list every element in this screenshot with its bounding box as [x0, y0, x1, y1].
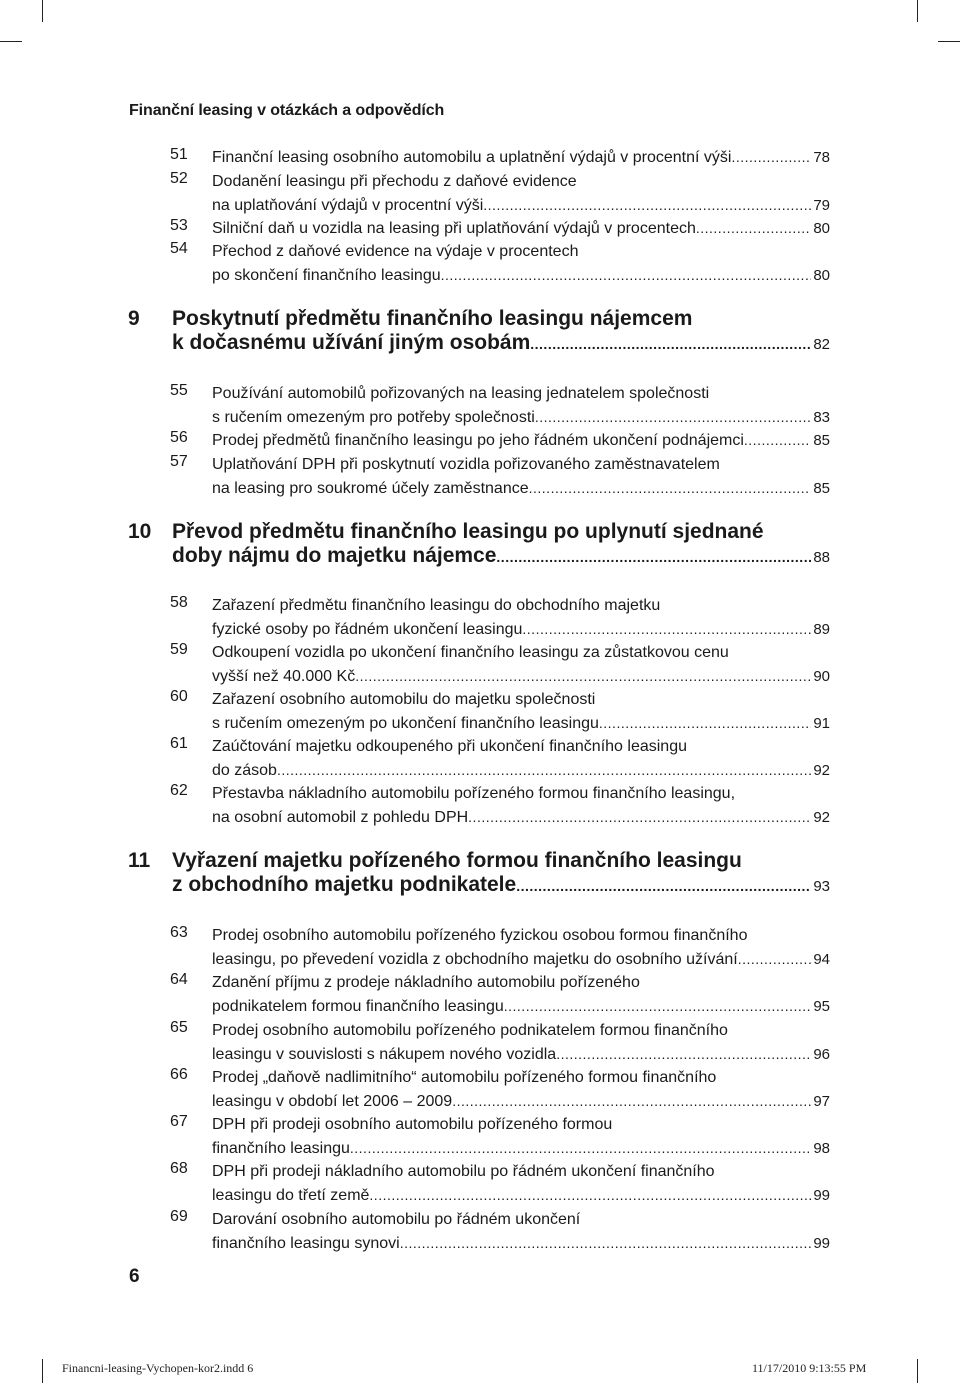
leader-dots	[529, 477, 812, 501]
entry-title: Prodej osobního automobilu pořízeného podnikatelem formou finančního	[212, 1022, 728, 1039]
leader-dots	[504, 995, 812, 1019]
entry-title: po skončení finančního leasingu	[212, 266, 441, 284]
entry-title: DPH při prodeji osobního automobilu pořízeného formou	[212, 1116, 613, 1133]
page-ref: 82	[813, 336, 830, 353]
footer-filename: Financni-leasing-Vychopen-kor2.indd 6	[62, 1361, 254, 1375]
entry-number: 54	[170, 240, 188, 257]
entry-title: Darování osobního automobilu po řádném ukončení	[212, 1211, 581, 1228]
page-ref: 94	[813, 950, 830, 968]
page-ref: 80	[813, 220, 830, 237]
entry-number: 51	[170, 146, 188, 163]
page-ref: 88	[813, 549, 830, 566]
entry-title: DPH při prodeji nákladního automobilu po řádném ukončení finančního	[212, 1163, 715, 1180]
entry-title: leasingu v souvislosti s nákupem nového vozidla	[212, 1045, 557, 1063]
leader-dots	[530, 332, 811, 356]
page-ref: 80	[813, 266, 830, 284]
entry-title: Používání automobilů pořizovaných na leasing jednatelem společnosti	[212, 385, 710, 402]
entry-title: Zařazení osobního automobilu do majetku společnosti	[212, 691, 596, 708]
entry-title: Odkoupení vozidla po ukončení finančního leasingu za zůstatkovou cenu	[212, 644, 729, 661]
entry-title: fyzické osoby po řádném ukončení leasingu	[212, 620, 523, 638]
entry-number: 59	[170, 641, 188, 658]
page-ref: 91	[813, 714, 830, 732]
entry-title: na osobní automobil z pohledu DPH	[212, 808, 469, 826]
chapter-title: k dočasnému užívání jiným osobám	[172, 331, 531, 354]
entry-title: Silniční daň u vozidla na leasing při uplatňování výdajů v procentech	[212, 220, 696, 237]
leader-dots	[535, 406, 812, 430]
page-ref: 98	[813, 1139, 830, 1157]
chapter-number: 9	[128, 307, 140, 330]
page-ref: 89	[813, 620, 830, 638]
page-ref: 90	[813, 667, 830, 685]
entry-number: 64	[170, 971, 188, 988]
entry-title: na leasing pro soukromé účely zaměstnance	[212, 479, 529, 497]
entry-number: 68	[170, 1160, 188, 1177]
leader-dots	[441, 264, 812, 288]
leader-dots	[738, 948, 812, 972]
footer-timestamp: 11/17/2010 9:13:55 PM	[752, 1361, 867, 1375]
entry-number: 69	[170, 1208, 188, 1225]
entry-title: Přestavba nákladního automobilu pořízeného formou finančního leasingu,	[212, 785, 736, 802]
leader-dots	[350, 1137, 811, 1161]
page-ref: 96	[813, 1045, 830, 1063]
page-ref: 99	[813, 1186, 830, 1204]
leader-dots	[452, 1090, 811, 1114]
entry-title: s ručením omezeným po ukončení finančního leasingu	[212, 714, 599, 732]
entry-title: Prodej osobního automobilu pořízeného fyzickou osobou formou finančního	[212, 927, 748, 944]
entry-title: Zdanění příjmu z prodeje nákladního automobilu pořízeného	[212, 974, 640, 991]
leader-dots	[400, 1232, 812, 1256]
entry-number: 63	[170, 924, 188, 941]
entry-title: leasingu do třetí země	[212, 1186, 370, 1204]
chapter-title: z obchodního majetku podnikatele	[172, 873, 517, 896]
chapter-title: doby nájmu do majetku nájemce	[172, 544, 497, 567]
entry-title: Uplatňování DPH při poskytnutí vozidla pořizovaného zaměstnavatelem	[212, 456, 720, 473]
leader-dots	[483, 194, 811, 218]
entry-title: finančního leasingu synovi	[212, 1234, 400, 1252]
leader-dots	[277, 759, 811, 783]
entry-title: s ručením omezeným pro potřeby společnosti	[212, 408, 535, 426]
entry-number: 60	[170, 688, 188, 705]
page-ref: 79	[813, 196, 830, 214]
entry-number: 62	[170, 782, 188, 799]
entry-title: na uplatňování výdajů v procentní výši	[212, 196, 484, 214]
chapter-title: Převod předmětu finančního leasingu po uplynutí sjednané	[172, 520, 764, 543]
page-ref: 85	[813, 479, 830, 497]
leader-dots	[355, 665, 811, 689]
entry-number: 56	[170, 429, 188, 446]
entry-title: finančního leasingu	[212, 1139, 350, 1157]
chapter-number: 11	[128, 849, 151, 872]
entry-number: 65	[170, 1019, 188, 1036]
entry-title: Přechod z daňové evidence na výdaje v procentech	[212, 243, 579, 260]
page-ref: 95	[813, 997, 830, 1015]
entry-title: podnikatelem formou finančního leasingu	[212, 997, 504, 1015]
chapter-title: Vyřazení majetku pořízeného formou finančního leasingu	[172, 849, 742, 872]
leader-dots	[516, 874, 811, 898]
entry-title: vyšší než 40.000 Kč	[212, 667, 356, 685]
leader-dots	[522, 618, 811, 642]
leader-dots	[696, 217, 811, 241]
page-number: 6	[129, 1266, 140, 1287]
running-head: Finanční leasing v otázkách a odpovědích	[129, 102, 445, 119]
entry-number: 58	[170, 594, 188, 611]
entry-title: do zásob	[212, 761, 277, 779]
entry-title: Prodej předmětů finančního leasingu po jeho řádném ukončení podnájemci	[212, 432, 744, 449]
entry-number: 53	[170, 217, 188, 234]
chapter-number: 10	[128, 520, 152, 543]
entry-number: 52	[170, 170, 188, 187]
entry-number: 67	[170, 1113, 188, 1130]
leader-dots	[599, 712, 811, 736]
page-ref: 92	[813, 808, 830, 826]
entry-title: Zaúčtování majetku odkoupeného při ukončení finančního leasingu	[212, 738, 687, 755]
page-ref: 83	[813, 408, 830, 426]
leader-dots	[369, 1184, 811, 1208]
leader-dots	[468, 806, 811, 830]
entry-number: 57	[170, 453, 188, 470]
page-ref: 93	[813, 878, 830, 895]
leader-dots	[731, 146, 811, 170]
entry-title: Prodej „daňově nadlimitního“ automobilu pořízeného formou finančního	[212, 1069, 717, 1086]
entry-title: Zařazení předmětu finančního leasingu do obchodního majetku	[212, 597, 661, 614]
entry-number: 61	[170, 735, 188, 752]
entry-number: 55	[170, 382, 188, 399]
entry-title: leasingu, po převedení vozidla z obchodního majetku do osobního užívání	[212, 950, 738, 968]
entry-title: leasingu v období let 2006 – 2009	[212, 1092, 453, 1110]
page-ref: 78	[813, 149, 830, 166]
entry-title: Finanční leasing osobního automobilu a uplatnění výdajů v procentní výši	[212, 149, 732, 166]
page-ref: 99	[813, 1234, 830, 1252]
chapter-title: Poskytnutí předmětu finančního leasingu nájemcem	[172, 307, 693, 330]
leader-dots	[496, 545, 811, 569]
page-ref: 92	[813, 761, 830, 779]
page-ref: 85	[813, 432, 830, 449]
entry-title: Dodanění leasingu při přechodu z daňové evidence	[212, 173, 577, 190]
page-ref: 97	[813, 1092, 830, 1110]
entry-number: 66	[170, 1066, 188, 1083]
leader-dots	[744, 429, 811, 453]
leader-dots	[556, 1043, 811, 1067]
